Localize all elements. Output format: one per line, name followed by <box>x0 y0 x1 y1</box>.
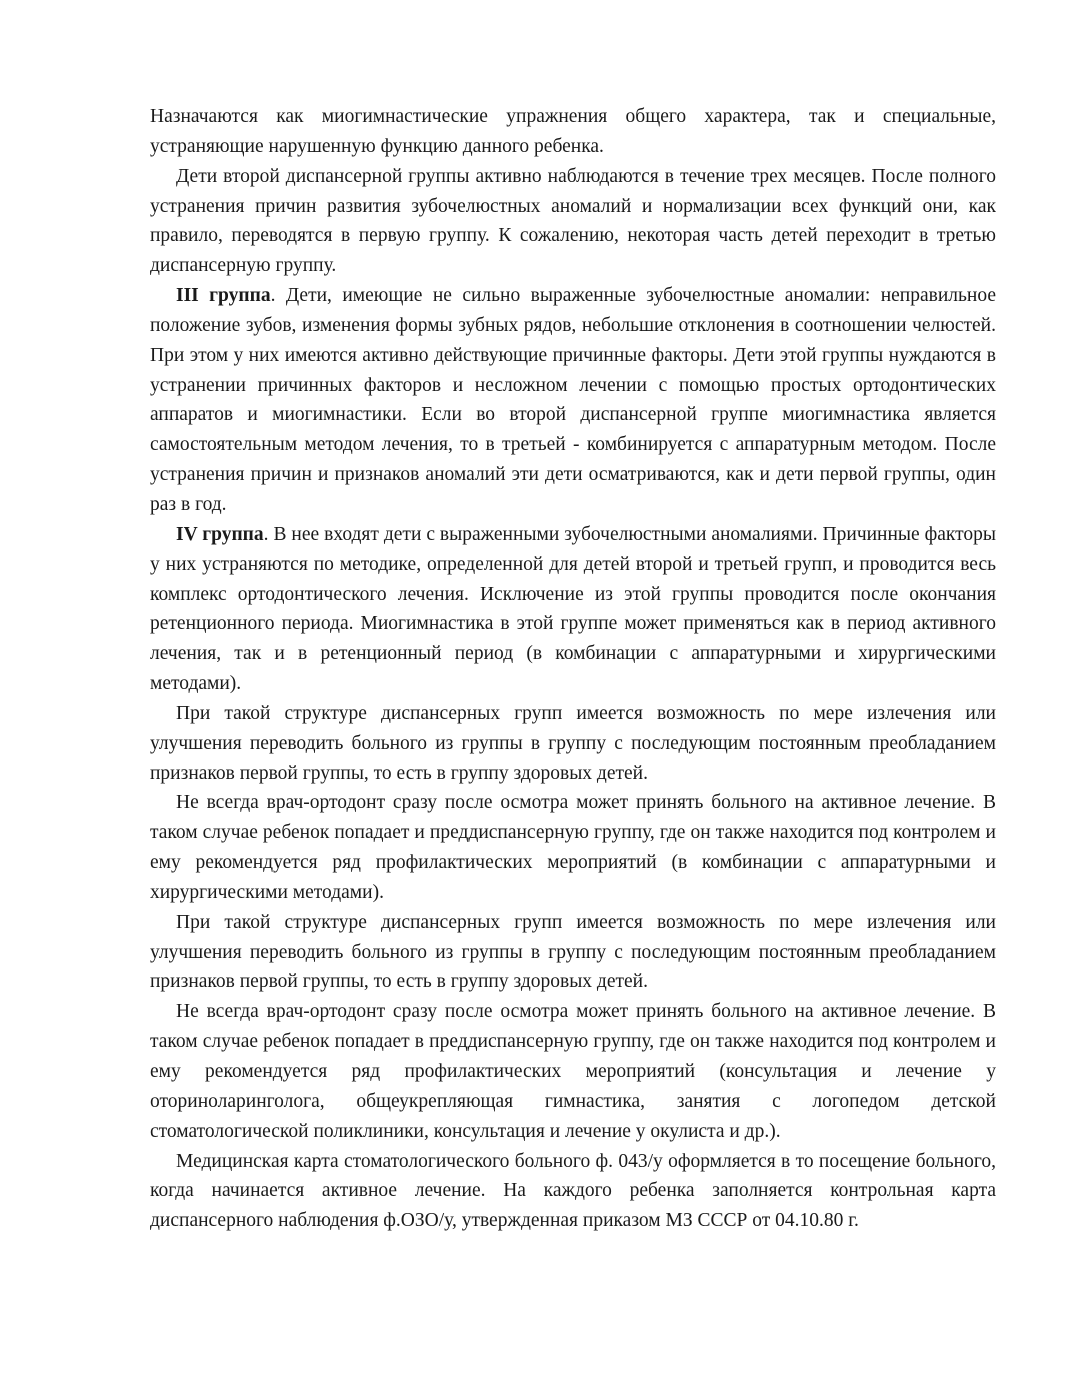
paragraph-1 <box>150 102 996 162</box>
document-page <box>150 102 996 1236</box>
paragraph-1-text: Назначаются как миогимнастические упражнения общего характера, так и специальные, устраняющие нарушенную функцию данного ребенка. <box>150 106 996 157</box>
paragraph-4 <box>150 520 996 699</box>
paragraph-6-text: Не всегда врач-ортодонт сразу после осмотра может принять больного на активное лечение. В таком случае ребенок попадает и преддиспансерную группу, где он также находится под контролем и ему рекомендуется ряд профилактических мероприятий (в комбинации с аппаратурными и хирургическими методами). <box>150 792 996 903</box>
paragraph-8 <box>150 997 996 1146</box>
paragraph-7 <box>150 908 996 998</box>
paragraph-9-text: Медицинская карта стоматологического больного ф. 043/у оформляется в то посещение больного, когда начинается активное лечение. На каждого ребенка заполняется контрольная карта диспансерного наблюдения ф.ОЗО/у, утвержденная приказом МЗ СССР от 04.10.80 г. <box>150 1150 996 1232</box>
paragraph-5 <box>150 699 996 789</box>
group-4-heading: IV группа <box>176 523 264 545</box>
paragraph-2-text: Дети второй диспансерной группы активно наблюдаются в течение трех месяцев. После полного устранения причин развития зубочелюстных аномалий и нормализации всех функций они, как правило, переводятся в первую группу. К сожалению, некоторая часть детей переходит в третью диспансерную группу. <box>150 165 996 277</box>
paragraph-6 <box>150 788 996 907</box>
paragraph-8-text: Не всегда врач-ортодонт сразу после осмотра может принять больного на активное лечение. В таком случае ребенок попадает в преддиспансерную группу, где он также находится под контролем и ему рекомендуется ряд профилактических мероприятий (консультация и лечение у оториноларинголога, общеукрепляющая гимнастика, занятия с логопедом детской стоматологической поликлиники, консультация и лечение у окулиста и др.). <box>150 1001 996 1142</box>
paragraph-3 <box>150 281 996 520</box>
paragraph-4-text: . В нее входят дети с выраженными зубочелюстными аномалиями. Причинные факторы у них устраняются по методике, определенной для детей второй и третьей групп, и проводится весь комплекс ортодонтического лечения. Исключение из этой группы проводится после окончания ретенционного периода. Миогимнастика в этой группе может применяться как в период активного лечения, так и в ретенционный период (в комбинации с аппаратурными и хирургическими методами). <box>150 523 996 695</box>
group-3-heading: III группа <box>176 285 271 307</box>
paragraph-2 <box>150 162 996 281</box>
paragraph-3-text: . Дети, имеющие не сильно выраженные зубочелюстные аномалии: неправильное положение зубов, изменения формы зубных рядов, небольшие отклонения в соотношении челюстей. При этом у них имеются активно действующие причинные факторы. Дети этой группы нуждаются в устранении причинных факторов и несложном лечении с помощью простых ортодонтических аппаратов и миогимнастики. Если во второй диспансерной группе миогимнастика является самостоятельным методом лечения, то в третьей - комбинируется с аппаратурным методом. После устранения причин и признаков аномалий эти дети осматриваются, как и дети первой группы, один раз в год. <box>150 285 996 515</box>
paragraph-7-text: При такой структуре диспансерных групп имеется возможность по мере излечения или улучшения переводить больного из группы в группу с последующим постоянным преобладанием признаков первой группы, то есть в группу здоровых детей. <box>150 911 996 993</box>
paragraph-9 <box>150 1147 996 1237</box>
paragraph-5-text: При такой структуре диспансерных групп имеется возможность по мере излечения или улучшения переводить больного из группы в группу с последующим постоянным преобладанием признаков первой группы, то есть в группу здоровых детей. <box>150 702 996 784</box>
